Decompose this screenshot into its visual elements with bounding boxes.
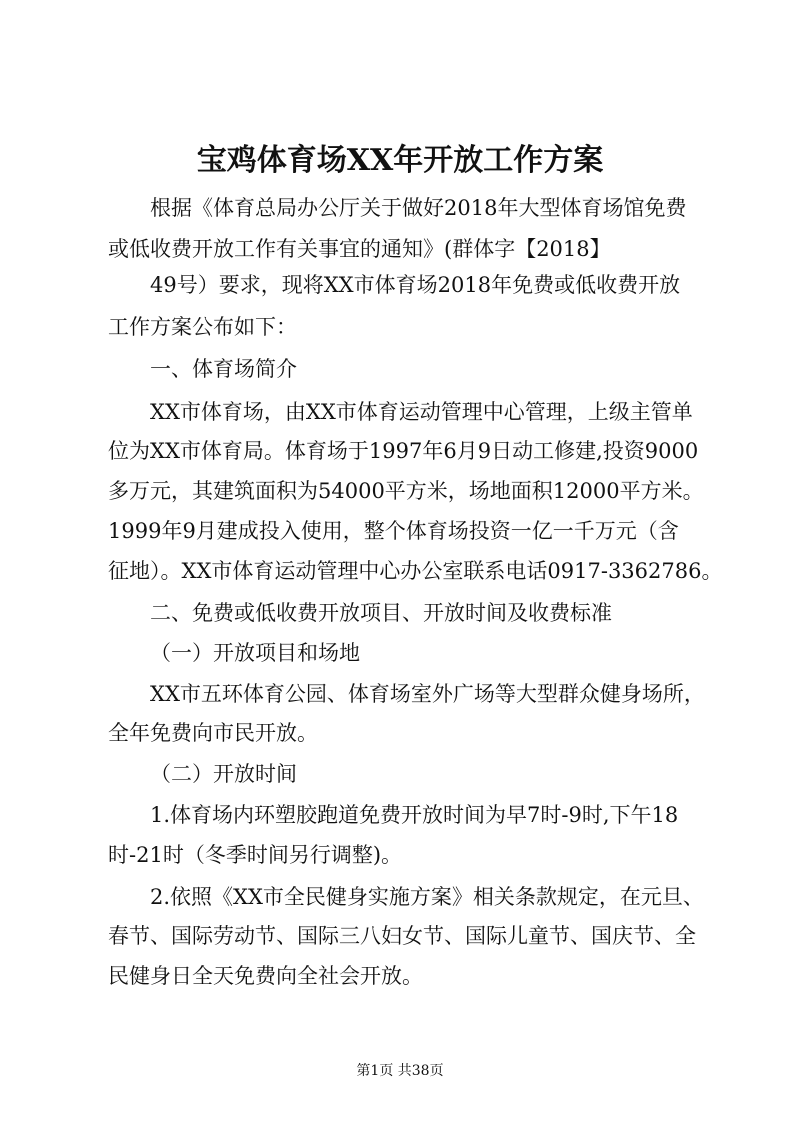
text-line: 全年免费向市民开放。: [108, 721, 318, 745]
text-line: XX市体育场，由XX市体育运动管理中心管理，上级主管单: [150, 400, 693, 424]
text-line: 多万元，其建筑面积为54000平方米，场地面积12000平方米。: [108, 479, 704, 503]
subsection-heading: （一）开放项目和场地: [150, 641, 360, 665]
text-line: 春节、国际劳动节、国际三八妇女节、国际儿童节、国庆节、全: [108, 924, 696, 948]
text-line: XX市五环体育公园、体育场室外广场等大型群众健身场所，: [150, 682, 705, 706]
text-line: 时-21时（冬季时间另行调整)。: [108, 843, 403, 867]
text-line: 根据《体育总局办公厅关于做好2018年大型体育场馆免费: [150, 196, 687, 220]
text-line: 49号）要求，现将XX市体育场2018年免费或低收费开放: [150, 273, 681, 297]
text-line: 1.体育场内环塑胶跑道免费开放时间为早7时-9时,下午18: [150, 803, 679, 827]
text-line: 征地）。XX市体育运动管理中心办公室联系电话0917-3362786。: [108, 559, 723, 583]
section-heading: 一、体育场简介: [150, 357, 297, 381]
page-number-footer: 第1页 共38页: [356, 1063, 444, 1079]
document-title: 宝鸡体育场XX年开放工作方案: [196, 143, 604, 178]
text-line: 位为XX市体育局。体育场于1997年6月9日动工修建,投资9000: [108, 439, 699, 463]
text-line: 1999年9月建成投入使用，整个体育场投资一亿一千万元（含: [108, 519, 679, 543]
text-line: 2.依照《XX市全民健身实施方案》相关条款规定，在元旦、: [150, 885, 704, 909]
text-line: 工作方案公布如下：: [108, 315, 297, 339]
subsection-heading: （二）开放时间: [150, 762, 297, 786]
section-heading: 二、免费或低收费开放项目、开放时间及收费标准: [150, 601, 612, 625]
text-line: 民健身日全天免费向全社会开放。: [108, 964, 423, 988]
text-line: 或低收费开放工作有关事宜的通知》(群体字【2018】: [108, 237, 611, 261]
